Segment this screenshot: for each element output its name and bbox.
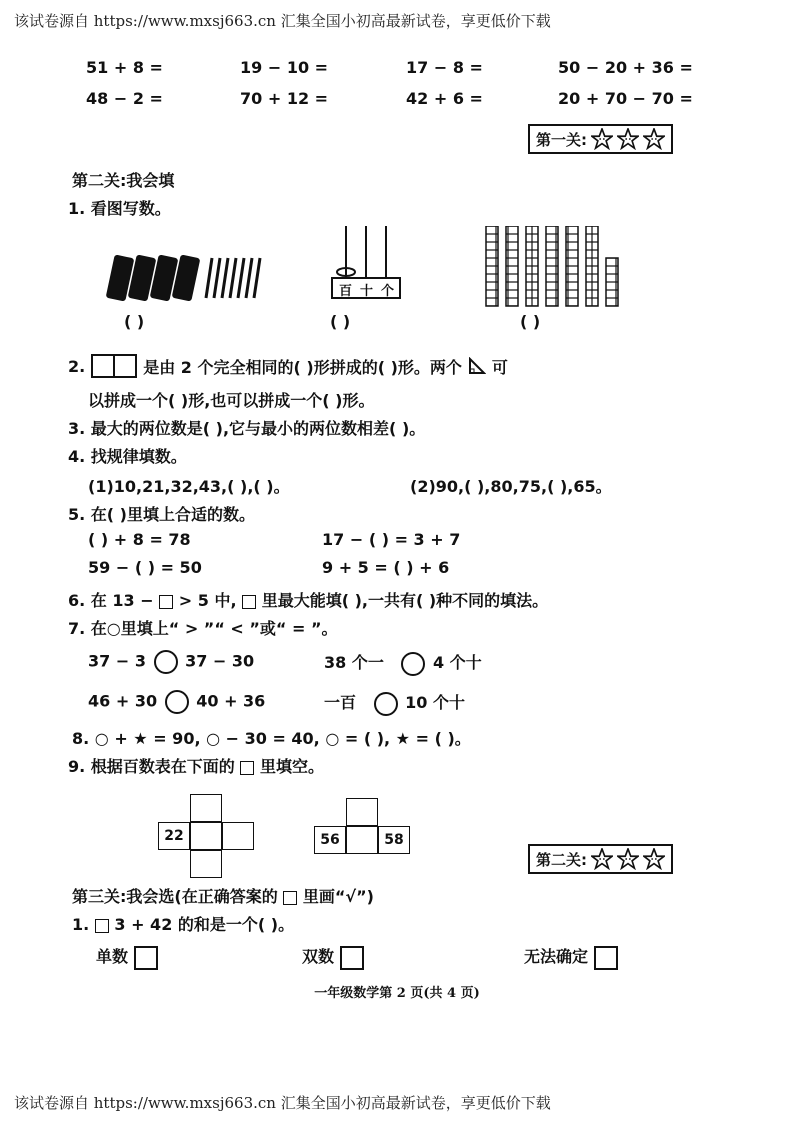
q7-left: 一百 [324,693,357,712]
answer-blank-3[interactable]: ( ) [520,312,541,331]
checkbox[interactable] [134,946,158,970]
q6-part-a: 6. 在 13 − [68,591,154,610]
choice-even [302,944,364,970]
q7-item [88,690,265,714]
grid-cell: 56 [314,826,346,854]
stage1-label: 第一关: [536,130,587,149]
grid-cell[interactable] [222,822,254,850]
calc-item: 42 + 6 = [406,89,483,108]
grid-cell[interactable] [346,826,378,854]
blank-square-icon [95,919,109,933]
question-2-line2: 以拼成一个( )形,也可以拼成一个( )形。 [88,391,375,410]
grid-cell[interactable] [190,850,222,878]
question-7: 7. 在○里填上“ > ”“ < ”或“ = ”。 [68,619,338,638]
blank-square-icon [240,761,254,775]
checkbox[interactable] [340,946,364,970]
q7-left: 38 个一 [324,653,384,672]
compare-circle[interactable] [374,692,398,716]
q7-item [88,650,254,674]
calc-item: 51 + 8 = [86,58,163,77]
answer-blank-1[interactable]: ( ) [124,312,145,331]
s3q1-text: 3 + 42 的和是一个( )。 [114,915,295,934]
star-icon[interactable] [643,848,665,870]
grid-cell[interactable] [190,794,222,822]
q7-left: 46 + 30 [88,691,158,711]
tens-rods-picture [484,226,624,308]
q2-end: 可 [491,357,508,377]
calc-item: 70 + 12 = [240,89,329,108]
choice-label: 无法确定 [524,947,589,966]
grid-cell[interactable] [346,798,378,826]
question-4-part2: (2)90,( ),80,75,( ),65。 [410,477,612,496]
compare-circle[interactable] [401,652,425,676]
choice-label: 单数 [96,947,129,966]
choice-undetermined [524,944,618,970]
blank-square-icon [283,891,297,905]
right-triangle-icon [468,357,486,375]
q7-item [324,650,482,676]
q7-right: 10 个十 [405,693,466,712]
choice-label: 双数 [302,947,335,966]
section3-question-1 [72,912,294,935]
grid-cell: 58 [378,826,410,854]
q7-left: 37 − 3 [88,651,146,671]
checkbox[interactable] [594,946,618,970]
question-5: 5. 在( )里填上合适的数。 [68,505,255,524]
stage2-rating-box [528,844,673,874]
question-9 [68,754,324,777]
section2-title: 第二关:我会填 [72,171,175,190]
star-icon[interactable] [591,128,613,150]
abacus-label-hundreds: 百 [339,284,353,299]
question-3: 3. 最大的两位数是( ),它与最小的两位数相差( )。 [68,419,426,438]
abacus-label-ones: 个 [381,284,395,299]
star-icon[interactable] [617,848,639,870]
grid-cell: 22 [158,822,190,850]
q5-item: 9 + 5 = ( ) + 6 [322,558,450,577]
star-icon[interactable] [643,128,665,150]
calc-item: 48 − 2 = [86,89,163,108]
q7-right: 40 + 36 [196,691,266,711]
calc-item: 17 − 8 = [406,58,483,77]
q2-number: 2. [68,356,86,376]
stage1-rating-box [528,124,673,154]
sticks-bundle-picture [104,252,264,304]
s3q1-number: 1. [72,915,90,934]
answer-blank-2[interactable]: ( ) [330,312,351,331]
question-6 [68,588,548,611]
calc-item: 50 − 20 + 36 = [558,58,693,77]
q5-item: 59 − ( ) = 50 [88,558,202,577]
q7-item [324,690,465,716]
question-1: 1. 看图写数。 [68,199,171,218]
question-2-line1 [68,354,508,378]
blank-square-icon [159,595,173,609]
grid-cell[interactable] [190,822,222,850]
star-icon[interactable] [591,848,613,870]
stage2-label: 第二关: [536,850,587,869]
bottom-source-banner: 该试卷源自 https://www.mxsj663.cn 汇集全国小初高最新试卷，享更低价下载 [14,1094,551,1112]
calc-item: 19 − 10 = [240,58,329,77]
q9-part-b: 里填空。 [259,757,324,776]
q2-text: 是由 2 个完全相同的( )形拼成的( )形。两个 [143,357,462,377]
q7-right: 4 个十 [433,653,482,672]
star-icon[interactable] [617,128,639,150]
compare-circle[interactable] [154,650,178,674]
question-4-part1: (1)10,21,32,43,( ),( )。 [88,477,290,496]
choice-odd [96,944,158,970]
q9-part-a: 9. 根据百数表在下面的 [68,757,235,776]
question-8: 8. ○ + ★ = 90, ○ − 30 = 40, ○ = ( ), ★ = ( )。 [72,729,471,748]
section3-title [72,884,374,907]
page-number-footer: 一年级数学第 2 页(共 4 页) [314,986,480,1001]
question-4: 4. 找规律填数。 [68,447,187,466]
q7-right: 37 − 30 [185,651,255,671]
sec3-part-a: 第三关:我会选(在正确答案的 [72,887,278,906]
calc-item: 20 + 70 − 70 = [558,89,693,108]
q5-item: ( ) + 8 = 78 [88,530,191,549]
q6-part-b: > 5 中, [178,591,237,610]
q5-item: 17 − ( ) = 3 + 7 [322,530,461,549]
top-source-banner: 该试卷源自 https://www.mxsj663.cn 汇集全国小初高最新试卷，享更低价下载 [14,12,551,30]
sec3-part-b: 里画“√”) [302,887,374,906]
two-squares-icon [91,354,137,378]
blank-square-icon [242,595,256,609]
q6-part-c: 里最大能填( ),一共有( )种不同的填法。 [261,591,549,610]
compare-circle[interactable] [165,690,189,714]
abacus-picture [326,226,406,300]
abacus-label-tens: 十 [360,284,374,299]
